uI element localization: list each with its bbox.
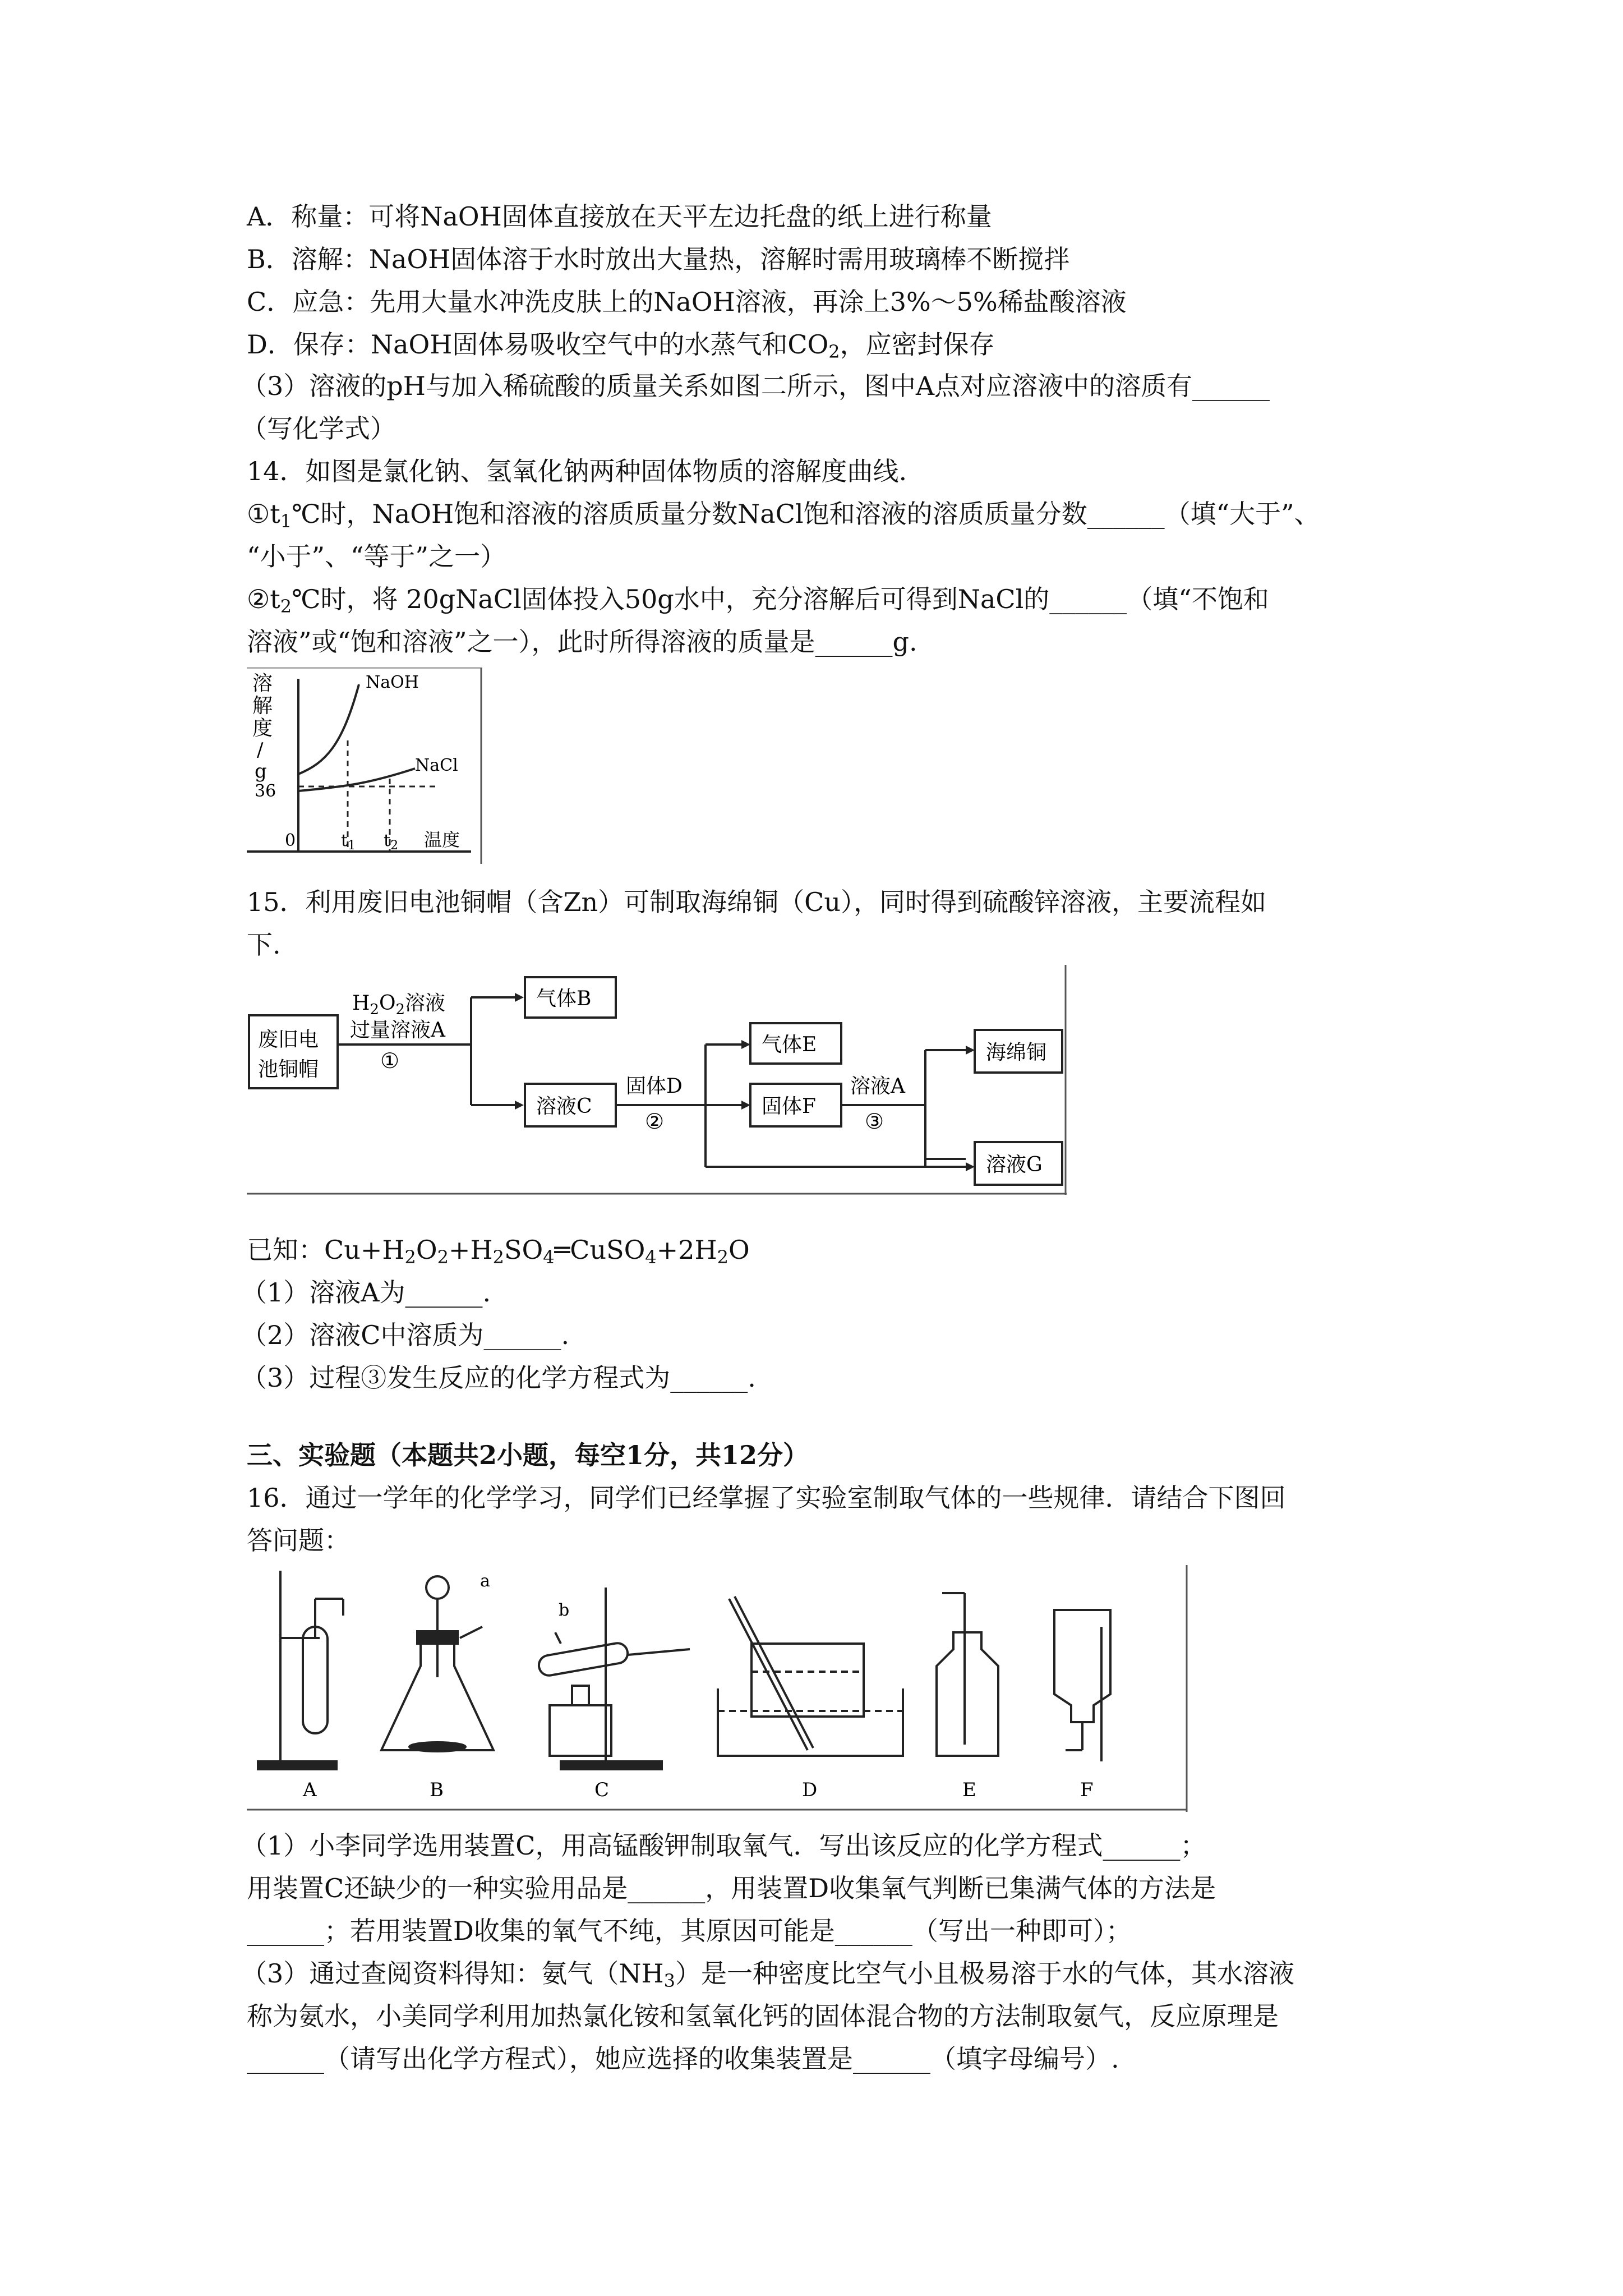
apparatus-figure — [247, 1565, 1189, 1812]
y-label-5: g — [255, 760, 267, 783]
apparatus-f — [1054, 1610, 1110, 1761]
label-d: D — [802, 1779, 818, 1801]
q16-part3-line1: （3）通过查阅资料得知：氨气$(NH_3)$是一种密度比空气小且极易溶于水的气体，其水溶液 — [241, 1958, 1294, 1991]
q15-stem-line1: 15．利用废旧电池铜帽（含Zn）可制取海绵铜（Cu），同时得到硫酸锌溶液，主要流程如 — [247, 887, 1266, 917]
flow-diagram — [247, 965, 1077, 1195]
y-tick-36: 36 — [255, 781, 276, 801]
y-label-2: 解 — [252, 694, 273, 717]
apparatus-a — [258, 1571, 343, 1769]
q16-part1-line1: （1）小李同学选用装置C，用高锰酸钾制取氧气．写出该反应的化学方程式______； — [241, 1830, 1206, 1861]
q15-part3: （3）过程③发生反应的化学方程式为______. — [241, 1363, 756, 1393]
x-tick-t2: $t_2$ — [384, 831, 399, 853]
apparatus-e — [937, 1593, 998, 1756]
q16-stem-line2: 答问题： — [247, 1525, 350, 1556]
reagent2-label: 固体D — [626, 1075, 683, 1098]
y-label-1: 溶 — [252, 672, 273, 695]
section3-heading: 三、实验题（本题共2小题，每空1分，共12分） — [247, 1440, 809, 1470]
q15-known-equation: 已知：$Cu+H_2O_2+H_2SO_4═CuSO_4+2H_2O$ — [247, 1235, 750, 1268]
step1-marker: ① — [380, 1048, 400, 1073]
start-label-2: 池铜帽 — [258, 1058, 319, 1081]
naoh-curve — [298, 684, 359, 774]
x-tick-0: 0 — [285, 831, 296, 850]
apparatus-d — [718, 1596, 903, 1756]
q13-option-c: C．应急：先用大量水冲洗皮肤上的NaOH溶液，再涂上3%～5%稀盐酸溶液 — [247, 287, 1127, 317]
reagent1-line2: 过量溶液A — [350, 1019, 445, 1042]
q14-sub1-line2: “小于”、“等于”之一） — [247, 541, 506, 572]
q13-option-b: B．溶解：NaOH固体溶于水时放出大量热，溶解时需用玻璃棒不断搅拌 — [247, 244, 1070, 274]
q15-stem-line2: 下. — [247, 930, 281, 960]
y-label-3: 度 — [252, 717, 273, 740]
label-f: F — [1080, 1779, 1094, 1801]
label-b: B — [430, 1779, 444, 1801]
q13-part3-line2: （写化学式） — [241, 413, 396, 444]
q13-option-a: A．称量：可将NaOH固体直接放在天平左边托盘的纸上进行称量 — [247, 201, 992, 232]
q14-sub2-line1: $②t_2℃$时，将 20gNaCl固体投入50g水中，充分溶解后可得到NaCl的______（填“不饱和 — [247, 584, 1269, 617]
q15-part1: （1）溶液A为______. — [241, 1277, 491, 1308]
q16-part3-line3: ______（请写出化学方程式），她应选择的收集装置是______（填字母编号）. — [247, 2044, 1119, 2074]
q16-part3-line2: 称为氨水，小美同学利用加热氯化铵和氢氧化钙的固体混合物的方法制取氨气，反应原理是 — [247, 2001, 1279, 2031]
q16-part1-line3: ______；若用装置D收集的氧气不纯，其原因可能是______（写出一种即可）； — [247, 1916, 1132, 1946]
reagent1-label: $H_2O_2$溶液 — [352, 992, 446, 1018]
apparatus-b — [381, 1576, 494, 1751]
q13-option-d: D．保存：NaOH固体易吸收空气中的水蒸气和$CO_2$，应密封保存 — [247, 329, 995, 362]
label-e: E — [962, 1779, 976, 1801]
nacl-curve — [298, 769, 415, 791]
x-tick-t1: $t_1$ — [341, 831, 356, 853]
x-label: 温度 — [424, 829, 460, 850]
gas-e-label: 气体E — [762, 1033, 817, 1056]
step3-marker: ③ — [865, 1109, 884, 1134]
q16-part1-line2: 用装置C还缺少的一种实验用品是______，用装置D收集氧气判断已集满气体的方法是 — [247, 1873, 1216, 1903]
q16-stem-line1: 16．通过一学年的化学学习，同学们已经掌握了实验室制取气体的一些规律．请结合下图回 — [247, 1483, 1286, 1513]
reagent3-label: 溶液A — [850, 1075, 905, 1098]
q15-part2: （2）溶液C中溶质为______. — [241, 1320, 570, 1350]
q14-sub2-line2: 溶液”或“饱和溶液”之一），此时所得溶液的质量是______g. — [247, 627, 917, 657]
label-c: C — [594, 1779, 610, 1801]
q14-sub1-line1: $①t_1℃$时，NaOH饱和溶液的溶质质量分数NaCl饱和溶液的溶质质量分数______（填“大于”、 — [247, 499, 1320, 532]
label-a: A — [303, 1779, 317, 1801]
sol-c-label: 溶液C — [536, 1095, 592, 1118]
gas-b-label: 气体B — [536, 987, 592, 1010]
mark-b: b — [559, 1600, 570, 1620]
q14-stem: 14．如图是氯化钠、氢氧化钠两种固体物质的溶解度曲线. — [247, 456, 907, 486]
y-label-4: / — [257, 739, 264, 761]
solid-f-label: 固体F — [762, 1095, 816, 1118]
sol-g-label: 溶液G — [986, 1153, 1043, 1176]
nacl-label: NaCl — [415, 756, 458, 775]
q13-part3-line1: （3）溶液的pH与加入稀硫酸的质量关系如图二所示，图中A点对应溶液中的溶质有______ — [241, 371, 1270, 401]
sponge-cu-label: 海绵铜 — [986, 1041, 1047, 1064]
solubility-curve-figure — [247, 668, 482, 864]
mark-a: a — [480, 1571, 490, 1591]
step2-marker: ② — [645, 1109, 665, 1134]
naoh-label: NaOH — [366, 673, 419, 692]
start-label-1: 废旧电 — [258, 1028, 319, 1051]
